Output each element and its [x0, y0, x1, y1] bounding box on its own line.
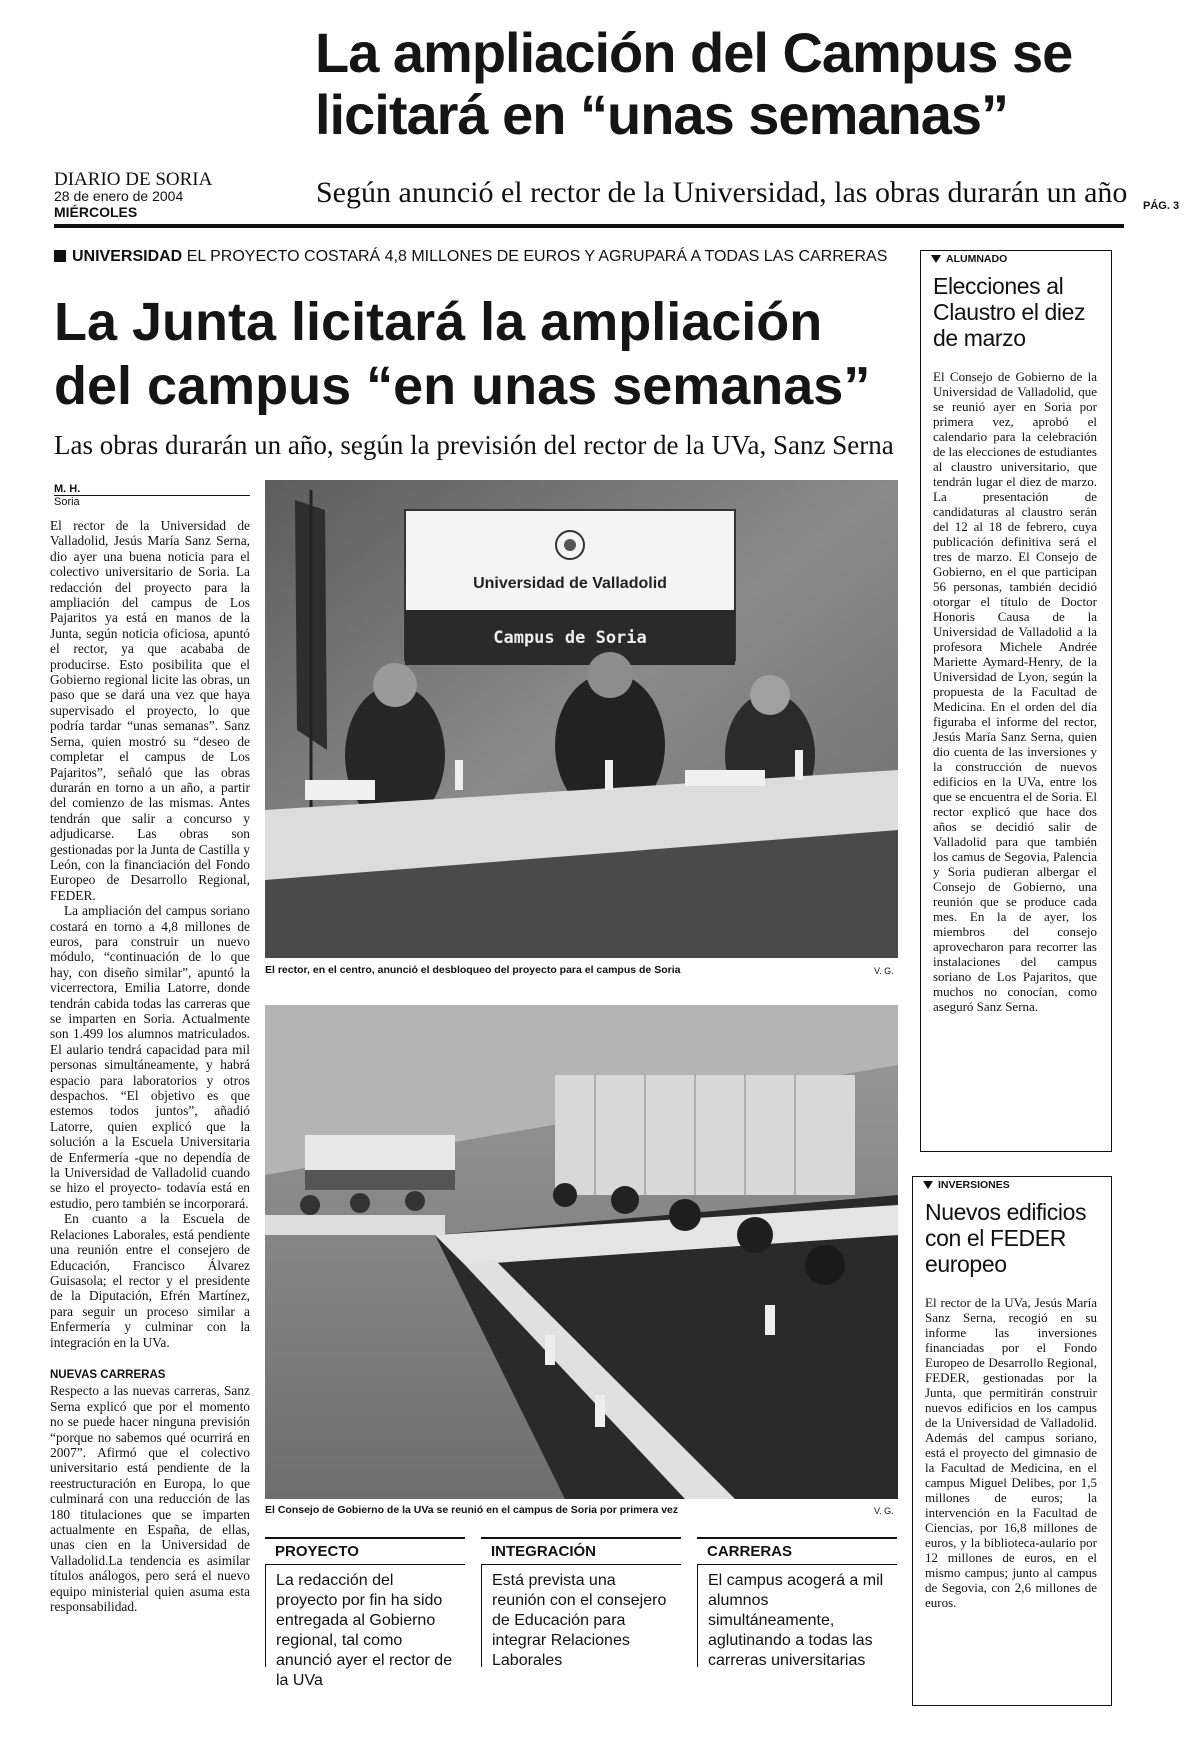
article-body — [50, 518, 250, 1614]
article-paragraph: El rector de la Universidad de Valladolid, Jesús María Sanz Serna, dio ayer una buena noticia para el colectivo universitario de Soria. La redacción del proyecto para la ampliación del campus de Los Pajaritos ya está en manos de la Junta, según noticia oficiosa, apuntó el rector, ya que acababa de producirse. Esto posibilita que el Gobierno regional licite las obras, un paso que se dará una vez que haya supervisado el proyecto, lo que podría tardar “unas semanas”. Sanz Serna, quien mostró su “deseo de completar el campus de Los Pajaritos”, señaló que las obras durarán en torno a un año, a partir del comienzo de las mismas. Antes tendrán que salir a concurso y adjudicarse. Las obras son gestionadas por la Junta de Castilla y León, con la financiación del Fondo Europeo de Desarrollo Regional, FEDER. — [50, 518, 250, 903]
photo-caption: El Consejo de Gobierno de la UVa se reunió en el campus de Soria por primera vez — [265, 1504, 679, 1516]
top-subheadline: Según anunció el rector de la Universidad, las obras durarán un año — [316, 176, 1128, 209]
sidebar-inversiones — [912, 1176, 1112, 1706]
sidebar-text: El rector de la UVa, Jesús María Sanz Serna, recogió en su informe las inversiones financiadas por el Fondo Europeo de Desarrollo Regional, FEDER, gestionadas por la Junta, que permitirán construir nuevos edificios en los campus de la Universidad de Valladolid. Además del campus soriano, está el proyecto del gimnasio de la Facultad de Medicina, en el campus Miguel Delibes, por 1,5 millones de euros; la intervención en la Facultad de Ciencias, por 16,8 millones de euros, y la biblioteca-aulario por 12 millones de euros, en el mismo campus; junto al campus de Segovia, con 2,6 millones de euros. — [925, 1295, 1097, 1610]
issue-weekday: MIÉRCOLES — [54, 204, 138, 220]
top-headline: La ampliación del Campus se licitará en “unas semanas” — [315, 21, 1073, 146]
sidebar-title: Nuevos edificios con el FEDER europeo — [925, 1199, 1087, 1277]
header-rule — [54, 224, 1124, 228]
photo-rector-image — [265, 480, 898, 958]
summary-box-title: PROYECTO — [265, 1537, 465, 1565]
article-paragraph: La ampliación del campus soriano costará en torno a 4,8 millones de euros, para construir un nuevo módulo, “continuación de lo que hay, con diseño similar”, apuntó la vicerrectora, Emilia Latorre, donde tendrán cabida todas las carreras que se imparten en Soria. Actualmente son 1.499 los alumnos matriculados. El aulario tendrá capacidad para mil personas simultáneamente, y habrá espacio para laboratorios y otros despachos. “El objetivo es que estemos todos juntos”, añadió Latorre, quien explicó que la solución a la Escuela Universitaria de Enfermería -que no dependía de la Universidad de Valladolid cuando se hizo el proyecto- todavía está en estudio, pero también se incorporará. — [50, 903, 250, 1211]
article-subhead: NUEVAS CARRERAS — [50, 1368, 166, 1381]
summary-box-proyecto — [265, 1537, 465, 1689]
photo-caption: El rector, en el centro, anunció el desbloqueo del proyecto para el campus de Soria — [265, 964, 681, 976]
page-reference: PÁG. 3 — [1143, 200, 1180, 212]
summary-box-text: Está prevista una reunión con el consejero de Educación para integrar Relaciones Laborales — [481, 1565, 681, 1667]
article-paragraph: En cuanto a la Escuela de Relaciones Laborales, está pendiente una reunión entre el consejero de Educación, Francisco Álvarez Guisasola; el rector y el presidente de la Diputación, Efrén Martínez, para seguir un proceso similar a Enfermería y culminar con la integración en la UVa. — [50, 1211, 250, 1350]
issue-date: 28 de enero de 2004 — [54, 188, 184, 204]
article-paragraph: Respecto a las nuevas carreras, Sanz Serna explicó que por el momento no se puede hacer ninguna previsión “porque no sabemos qué ocurrirá en 2007”. Afirmó que el colectivo universitario está pendiente de la reestructuración en Europa, lo que culminará con una reducción de las 180 titulaciones que se imparten actualmente en España, de ellas, unas cien en la Universidad de Valladolid.La tendencia es asimilar títulos análogos, pero será el nuevo equipo ministerial quien asuma esta responsabilidad. — [50, 1383, 250, 1615]
main-subheadline: Las obras durarán un año, según la previsión del rector de la UVa, Sanz Serna — [54, 430, 894, 460]
sidebar-title: Elecciones al Claustro el diez de marzo — [933, 273, 1086, 351]
summary-box-text: El campus acogerá a mil alumnos simultáneamente, aglutinando a todas las carreras universitarias — [697, 1565, 897, 1667]
newspaper-name: DIARIO DE SORIA — [54, 169, 213, 190]
section-text: EL PROYECTO COSTARÁ 4,8 MILLONES DE EUROS Y AGRUPARÁ A TODAS LAS CARRERAS — [186, 248, 888, 265]
section-line — [54, 248, 887, 266]
sign-university-text: Universidad de Valladolid — [473, 575, 667, 592]
section-label: UNIVERSIDAD — [72, 248, 183, 265]
photo-council-meeting — [265, 1005, 898, 1499]
photo-rector-table — [265, 480, 898, 958]
sidebar-tag: INVERSIONES — [938, 1179, 1010, 1191]
sidebar-alumnado — [920, 250, 1112, 1152]
main-headline: La Junta licitará la ampliación del campus “en unas semanas” — [54, 292, 871, 416]
photo-credit: V. G. — [874, 1506, 894, 1516]
square-bullet-icon — [54, 250, 66, 262]
sidebar-tag: ALUMNADO — [946, 253, 1008, 265]
summary-box-text: La redacción del proyecto por fin ha sido entregada al Gobierno regional, tal como anunció ayer el rector de la UVa — [265, 1565, 465, 1667]
sign-campus-text: Campus de Soria — [493, 628, 647, 648]
photo-council-image — [265, 1005, 898, 1499]
triangle-down-icon — [931, 255, 941, 263]
photo-credit: V. G. — [874, 966, 894, 976]
summary-box-integracion — [481, 1537, 681, 1669]
triangle-down-icon — [923, 1181, 933, 1189]
summary-box-carreras — [697, 1537, 897, 1669]
summary-box-title: INTEGRACIÓN — [481, 1537, 681, 1565]
byline-place: Soria — [54, 496, 80, 508]
byline-author: M. H. — [54, 483, 250, 496]
sidebar-text: El Consejo de Gobierno de la Universidad de Valladolid, que se reunió ayer en Soria por primera vez, aprobó el calendario para la celebración de las elecciones de estudiantes al claustro universitario, que tendrán lugar el diez de marzo. La presentación de candidaturas al claustro serán del 12 al 18 de febrero, cuya publicación definitiva será el tres de marzo. El Consejo de Gobierno, en el que participan 56 personas, también decidió otorgar el título de Doctor Honoris Causa de la Universidad de Valladolid a la profesora Michele Andrée Mariette Aymard-Henry, de la Universidad de Lyon, según la propuesta de la Facultad de Medicina. En el orden del día figuraba el informe del rector, Jesús María Sanz Serna, quien dio cuenta de las inversiones y la construcción de nuevos edificios en la UVa, entre los que se encuentra el de Soria. El rector explicó que hace dos años se decidió salir de Valladolid para que también los camus de Segovia, Palencia y Soria pudieran albergar el Consejo de Gobierno, una reunión que se produce cada mes. En la de ayer, los miembros del consejo aprovecharon para recorrer las instalaciones del campus soriano de Los Pajaritos, que muchos no conocían, como aseguró Sanz Serna. — [933, 369, 1097, 1014]
summary-box-title: CARRERAS — [697, 1537, 897, 1565]
